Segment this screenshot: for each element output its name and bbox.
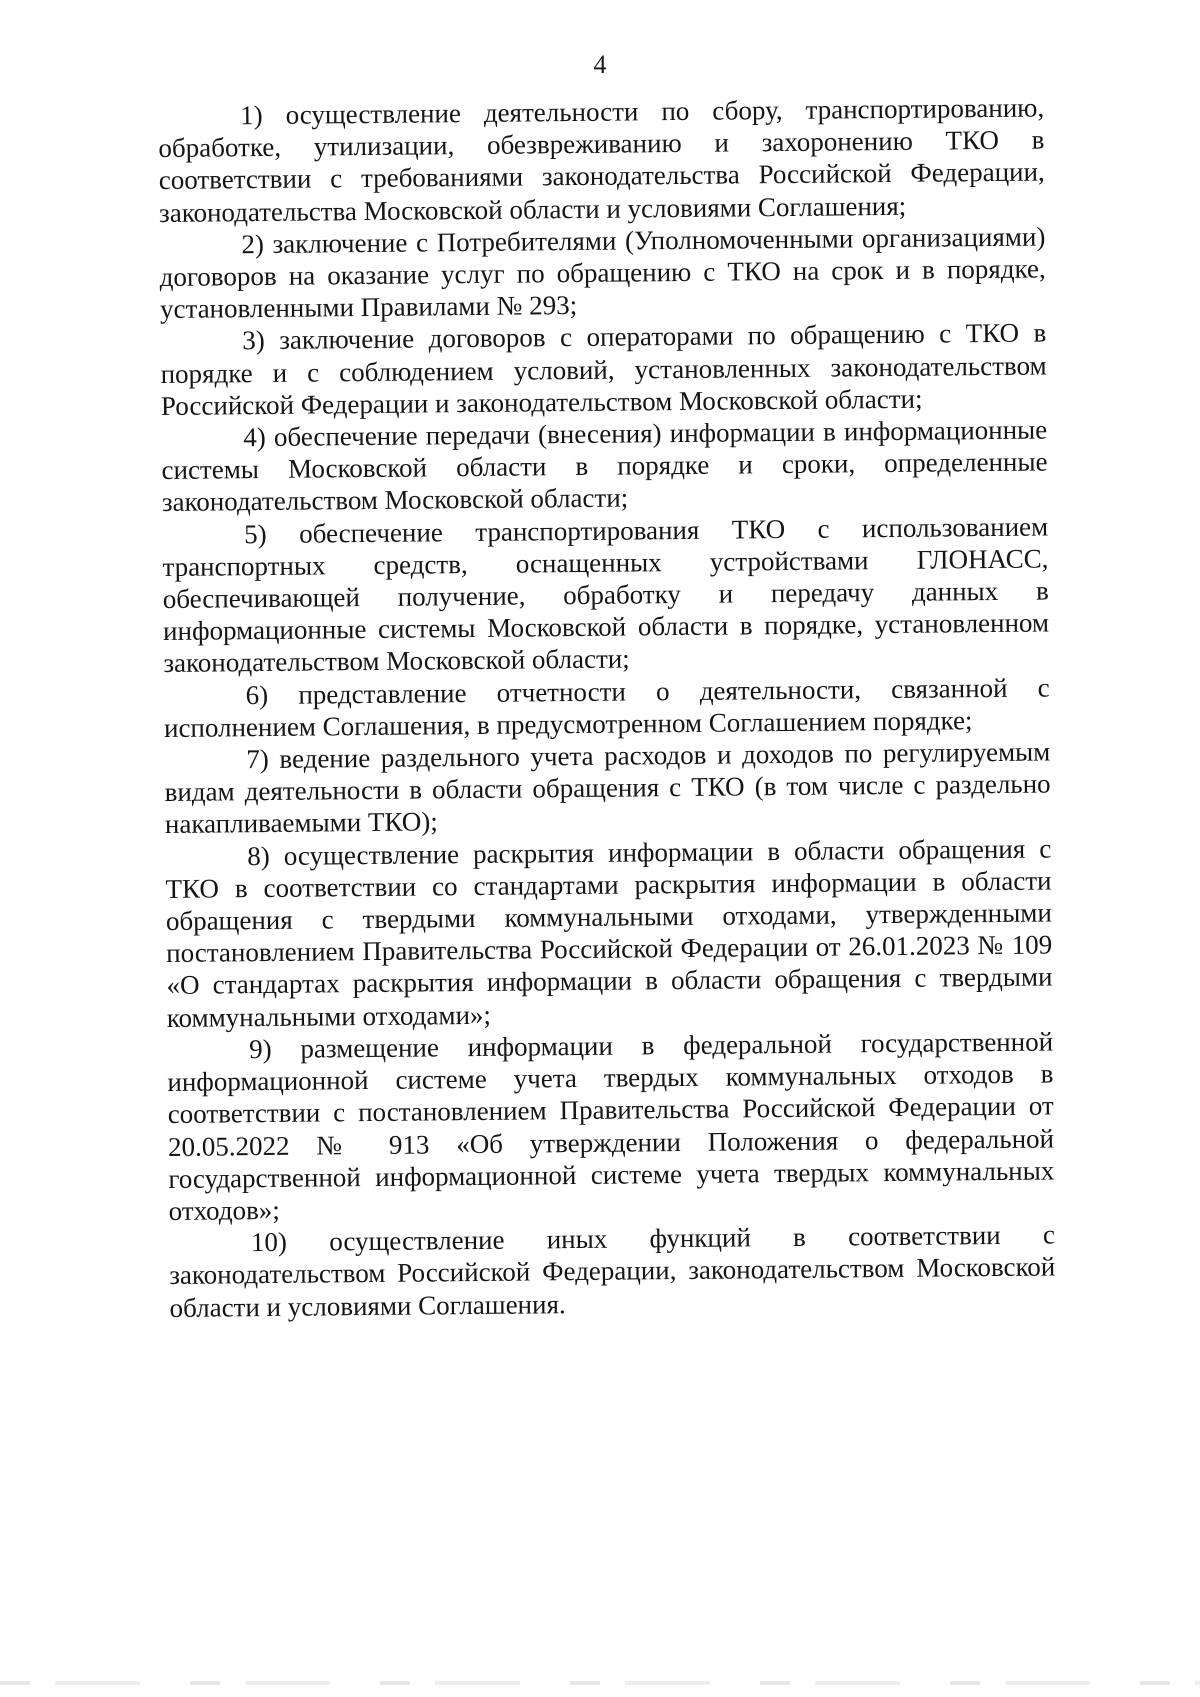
- page-number: 4: [593, 50, 607, 79]
- list-item-3: 3) заключение договоров с операторами по обращению с ТКО в порядке и с соблюдением условий, установленных законодательством Российской Федерации и законодательством Московской области;: [160, 317, 1047, 421]
- list-item-6: 6) представление отчетности о деятельности, связанной с исполнением Соглашения, в предусмотренном Соглашением порядке;: [163, 672, 1050, 743]
- list-item-1: 1) осуществление деятельности по сбору, транспортированию, обработке, утилизации, обезвреживанию и захоронению ТКО в соответствии с требованиями законодательства Российской Федерации, законодательства Московской области и условиями Соглашения;: [158, 92, 1045, 228]
- list-item-9: 9) размещение информации в федеральной государственной информационной системе учета твердых коммунальных отходов в соответствии с постановлением Правительства Российской Федерации от 20.05.2022 № 913 «Об утверждении Положения о федеральной государственной информационной системе учета твердых коммунальных отходов»;: [167, 1026, 1055, 1226]
- list-item-2: 2) заключение с Потребителями (Уполномоченными организациями) договоров на оказание услуг по обращению с ТКО на срок и в порядке, установленными Правилами № 293;: [159, 221, 1046, 325]
- list-item-10: 10) осуществление иных функций в соответствии с законодательством Российской Федерации, законодательством Московской области и условиями Соглашения.: [169, 1219, 1056, 1323]
- list-item-4: 4) обеспечение передачи (внесения) информации в информационные системы Московской области в порядке и сроки, определенные законодательством Московской области;: [161, 414, 1048, 518]
- list-item-8: 8) осуществление раскрытия информации в области обращения с ТКО в соответствии со стандартами раскрытия информации в области обращения с твердыми коммунальными отходами, утвержденными постановлением Правительства Российской Федерации от 26.01.2023 № 109 «О стандартах раскрытия информации в области обращения с твердыми коммунальными отходами»;: [165, 833, 1053, 1033]
- document-body: [158, 91, 1056, 1323]
- scan-artifact: [0, 1681, 1200, 1685]
- list-item-7: 7) ведение раздельного учета расходов и доходов по регулируемым видам деятельности в области обращения с ТКО (в том числе с раздельно накапливаемыми ТКО);: [164, 736, 1051, 840]
- list-item-5: 5) обеспечение транспортирования ТКО с использованием транспортных средств, оснащенных устройствами ГЛОНАСС, обеспечивающей получение, обработку и передачу данных в информационные системы Московской области в порядке, установленном законодательством Московской области;: [162, 511, 1050, 679]
